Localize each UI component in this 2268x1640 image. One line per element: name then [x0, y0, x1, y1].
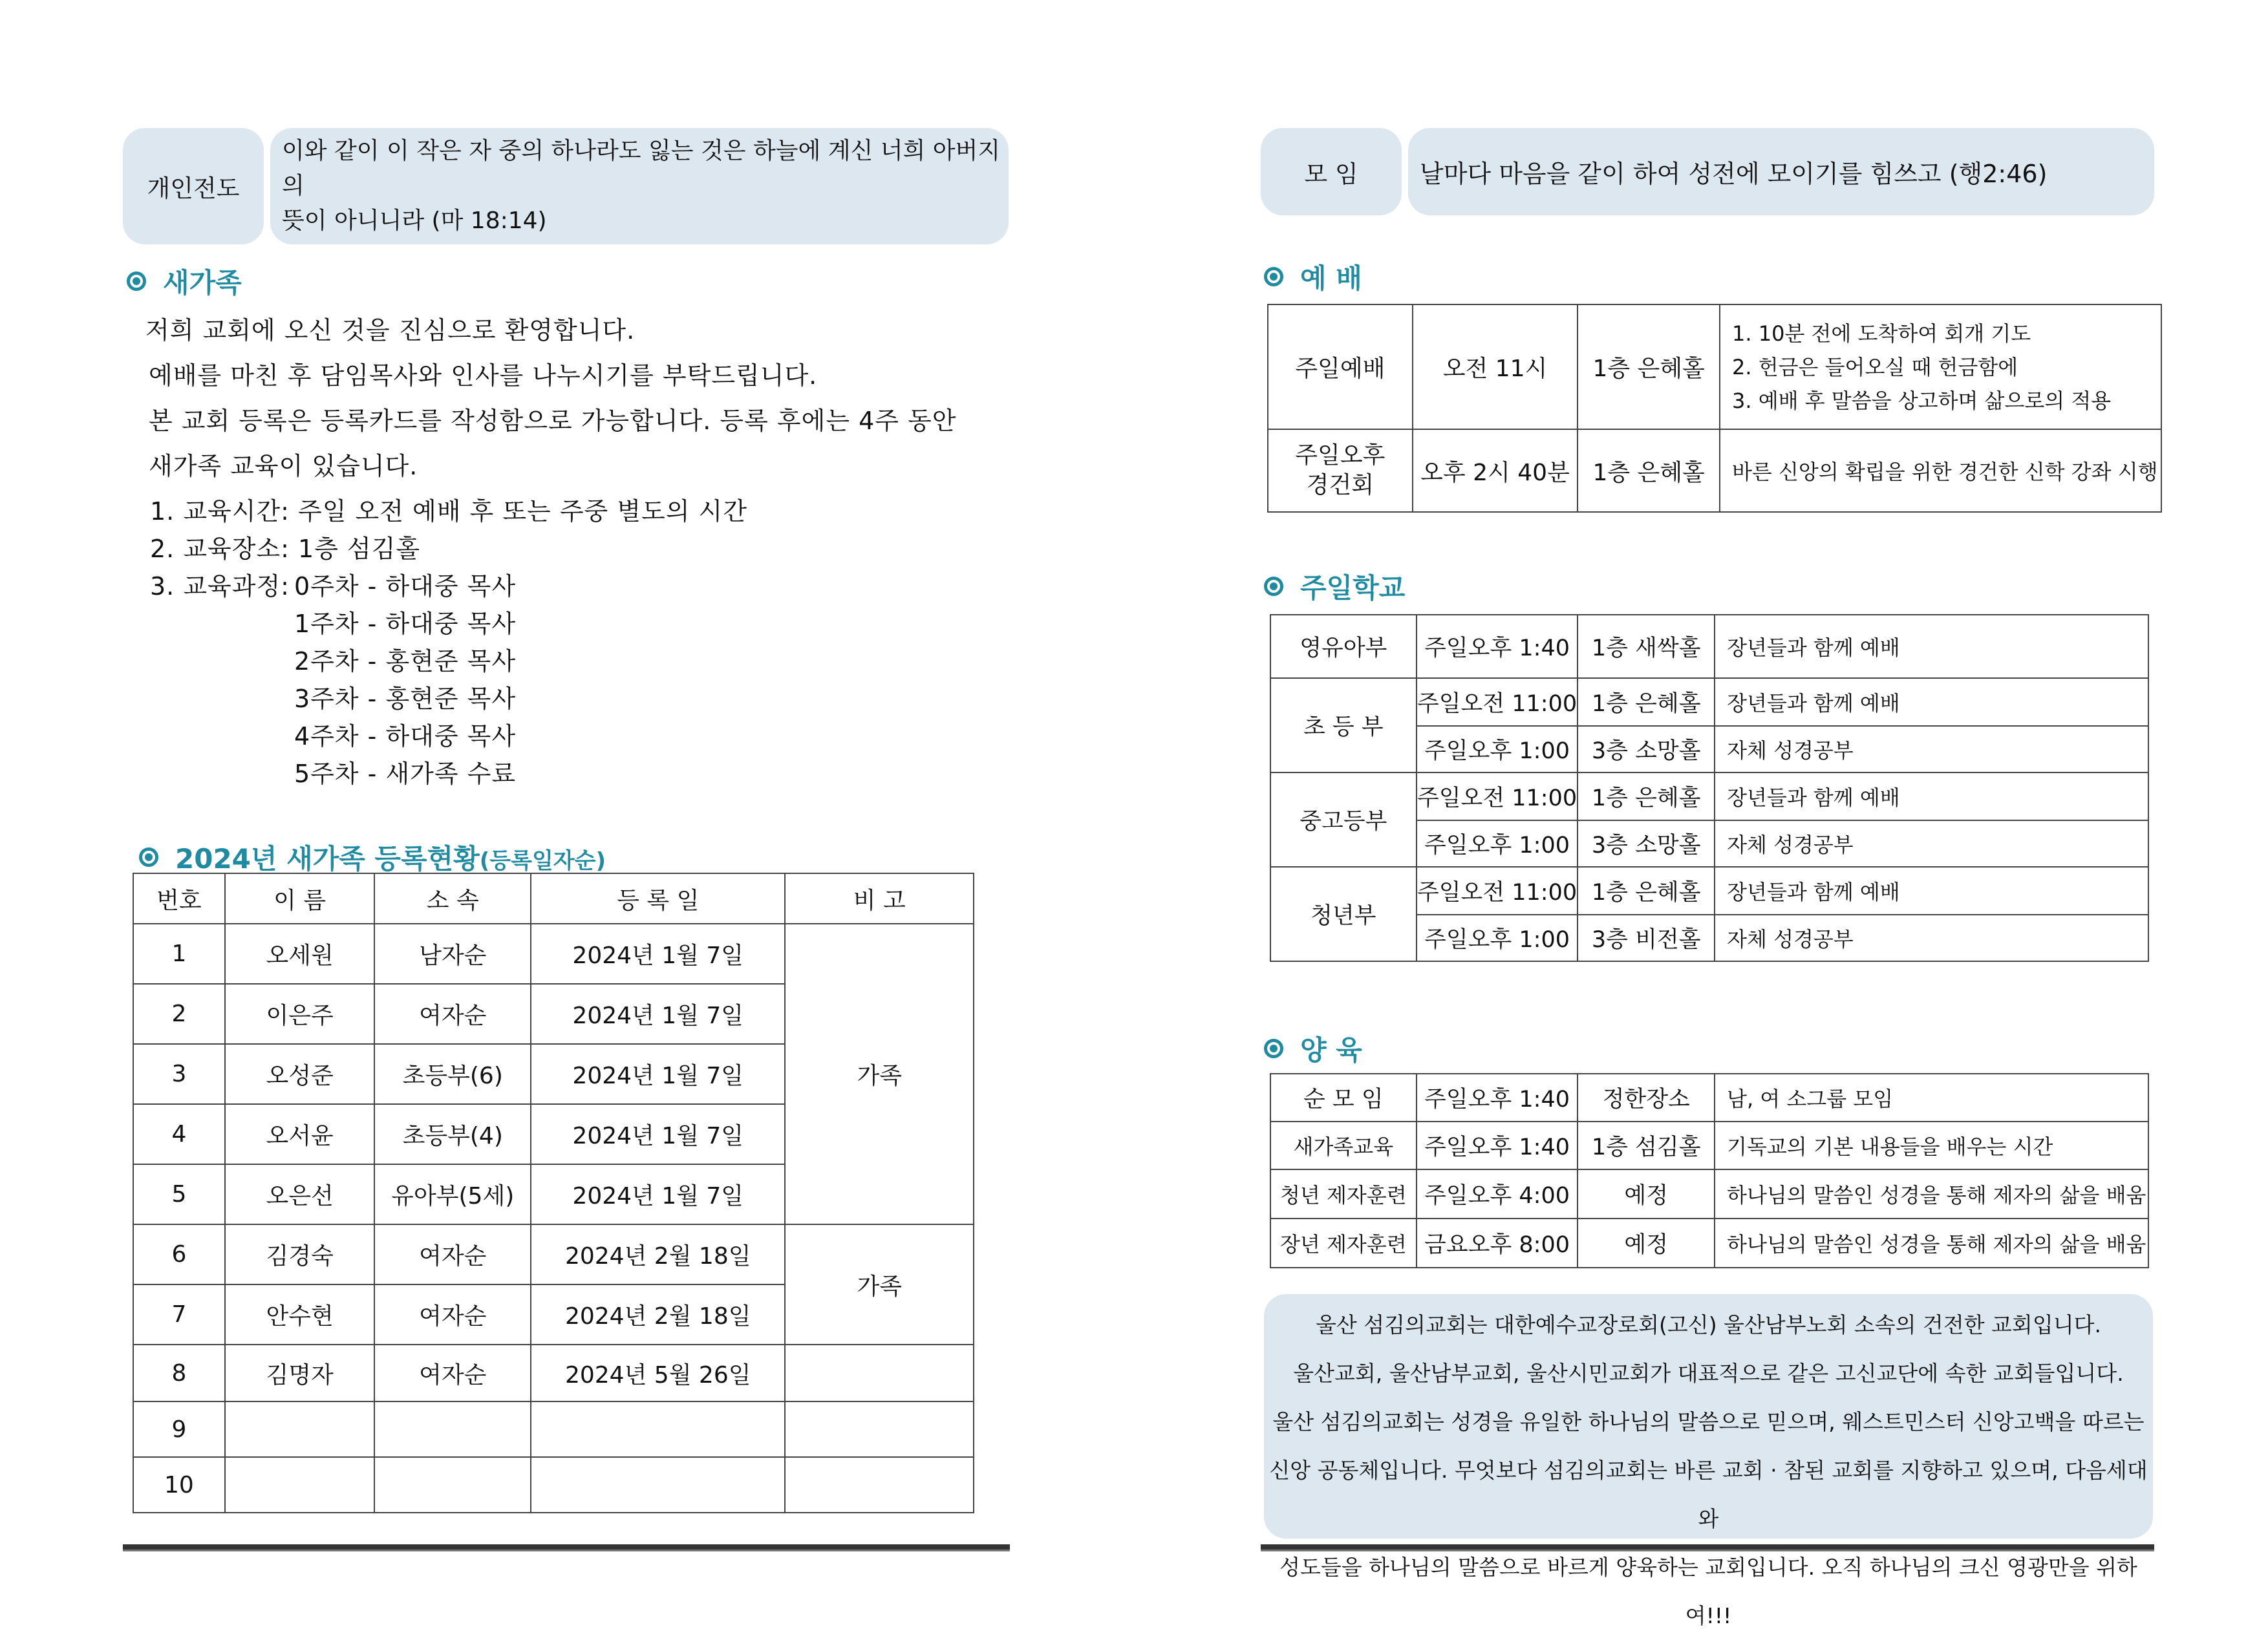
col-header-date: 등 록 일 — [531, 873, 785, 924]
school-note: 자체 성경공부 — [1715, 726, 2148, 772]
row-note — [785, 1457, 974, 1513]
worship-notes — [1720, 304, 2161, 429]
school-dept: 청년부 — [1270, 867, 1417, 961]
nurture-place: 1층 섬김홀 — [1578, 1122, 1715, 1169]
registration-section-title — [139, 838, 606, 877]
row-group: 초등부(6) — [374, 1044, 531, 1104]
nurture-note: 기독교의 기본 내용들을 배우는 시간 — [1715, 1122, 2148, 1169]
row-note-family: 가족 — [785, 924, 974, 1224]
school-time: 주일오전 11:00 — [1417, 772, 1578, 820]
table-row — [133, 1457, 974, 1513]
course-1: 1주차 - 하대중 목사 — [294, 610, 517, 638]
worship-time: 오후 2시 40분 — [1413, 429, 1578, 512]
course-5: 5주차 - 새가족 수료 — [294, 760, 517, 788]
nurture-name: 청년 제자훈련 — [1270, 1169, 1417, 1219]
nurture-time: 주일오후 1:40 — [1417, 1074, 1578, 1122]
church-notice-box — [1264, 1294, 2153, 1628]
registration-table — [133, 873, 974, 1513]
school-time: 주일오후 1:40 — [1417, 615, 1578, 678]
nurture-time: 주일오후 1:40 — [1417, 1122, 1578, 1169]
section-bullet-icon — [1264, 577, 1283, 596]
row-group: 여자순 — [374, 984, 531, 1044]
table-row — [1268, 429, 2161, 512]
worship-name-line-2: 경건회 — [1306, 472, 1374, 498]
table-row — [1270, 1169, 2148, 1219]
row-no: 7 — [133, 1284, 225, 1345]
registration-title-text: 2024년 새가족 등록현황 — [175, 843, 480, 875]
school-place: 1층 은혜홀 — [1578, 867, 1715, 915]
nurture-time: 주일오후 4:00 — [1417, 1169, 1578, 1219]
row-group — [374, 1401, 531, 1457]
row-name: 김명자 — [225, 1345, 375, 1401]
row-no: 9 — [133, 1401, 225, 1457]
newcomer-title-text: 새가족 — [163, 267, 242, 299]
row-date — [531, 1457, 785, 1513]
row-note — [785, 1345, 974, 1401]
school-time: 주일오전 11:00 — [1417, 867, 1578, 915]
section-bullet-icon — [139, 847, 158, 867]
row-name: 오세원 — [225, 924, 375, 984]
left-header-label-text: 개인전도 — [147, 175, 240, 202]
school-time: 주일오전 11:00 — [1417, 678, 1578, 726]
right-verse-text: 날마다 마음을 같이 하여 성전에 모이기를 힘쓰고 (행2:46) — [1420, 160, 2048, 188]
newcomer-line-1: 저희 교회에 오신 것을 진심으로 환영합니다. — [145, 316, 636, 345]
right-header-label-text: 모 임 — [1304, 160, 1358, 188]
table-row — [133, 924, 974, 984]
row-name — [225, 1401, 375, 1457]
left-verse-line-1: 이와 같이 이 작은 자 중의 하나라도 잃는 것은 하늘에 계신 너희 아버지의 — [282, 138, 1001, 199]
col-header-name: 이 름 — [225, 873, 375, 924]
newcomer-line-4: 새가족 교육이 있습니다. — [149, 452, 418, 480]
newcomer-line-2: 예배를 마친 후 담임목사와 인사를 나누시기를 부탁드립니다. — [149, 361, 818, 390]
nurture-note: 하나님의 말씀인 성경을 통해 제자의 삶을 배움 — [1715, 1219, 2148, 1268]
worship-name: 주일예배 — [1268, 304, 1413, 429]
school-note: 장년들과 함께 예배 — [1715, 615, 2148, 678]
row-date: 2024년 1월 7일 — [531, 984, 785, 1044]
row-date — [531, 1401, 785, 1457]
edu-place: 2. 교육장소: 1층 섬김홀 — [150, 535, 421, 563]
row-date: 2024년 1월 7일 — [531, 1044, 785, 1104]
left-footer-rule — [123, 1544, 1010, 1551]
school-time: 주일오후 1:00 — [1417, 820, 1578, 867]
left-header-label — [123, 128, 264, 244]
table-row — [1270, 1122, 2148, 1169]
row-name: 이은주 — [225, 984, 375, 1044]
table-row — [1270, 1074, 2148, 1122]
col-header-no: 번호 — [133, 873, 225, 924]
notice-line-5: 성도들을 하나님의 말씀으로 바르게 양육하는 교회입니다. 오직 하나님의 크신 영광만을 위하여!!! — [1279, 1555, 2137, 1628]
row-group: 여자순 — [374, 1284, 531, 1345]
school-note: 장년들과 함께 예배 — [1715, 867, 2148, 915]
newcomer-section-title — [127, 262, 242, 301]
notice-line-2: 울산교회, 울산남부교회, 울산시민교회가 대표적으로 같은 고신교단에 속한 교회들입니다. — [1293, 1361, 2124, 1386]
nurture-name: 순 모 임 — [1270, 1074, 1417, 1122]
table-row — [1270, 678, 2148, 726]
worship-name-line-1: 주일오후 — [1295, 442, 1385, 469]
school-time: 주일오후 1:00 — [1417, 726, 1578, 772]
nurture-table — [1270, 1073, 2149, 1268]
row-name: 오은선 — [225, 1164, 375, 1224]
worship-note-2: 2. 헌금은 들어오실 때 헌금함에 — [1732, 354, 2018, 379]
worship-place: 1층 은혜홀 — [1578, 429, 1720, 512]
row-date: 2024년 2월 18일 — [531, 1284, 785, 1345]
row-no: 5 — [133, 1164, 225, 1224]
worship-name — [1268, 429, 1413, 512]
worship-section-title — [1264, 257, 1362, 296]
row-group: 유아부(5세) — [374, 1164, 531, 1224]
course-0: 0주차 - 하대중 목사 — [294, 572, 517, 601]
row-group: 여자순 — [374, 1345, 531, 1401]
table-row — [133, 1345, 974, 1401]
table-row — [1268, 304, 2161, 429]
nurture-place: 정한장소 — [1578, 1074, 1715, 1122]
nurture-name: 장년 제자훈련 — [1270, 1219, 1417, 1268]
sunday-school-section-title — [1264, 567, 1405, 606]
row-group — [374, 1457, 531, 1513]
row-no: 1 — [133, 924, 225, 984]
nurture-section-title — [1264, 1029, 1362, 1068]
worship-time: 오전 11시 — [1413, 304, 1578, 429]
school-note: 장년들과 함께 예배 — [1715, 772, 2148, 820]
course-2: 2주차 - 홍현준 목사 — [294, 647, 517, 676]
worship-title-text: 예 배 — [1300, 262, 1362, 294]
sunday-school-title-text: 주일학교 — [1300, 572, 1406, 604]
row-date: 2024년 2월 18일 — [531, 1224, 785, 1284]
row-name: 오성준 — [225, 1044, 375, 1104]
notice-line-3: 울산 섬김의교회는 성경을 유일한 하나님의 말씀으로 믿으며, 웨스트민스터 신앙고백을 따르는 — [1272, 1409, 2145, 1434]
table-row — [133, 1401, 974, 1457]
section-bullet-icon — [127, 272, 146, 291]
row-date: 2024년 1월 7일 — [531, 1104, 785, 1164]
row-no: 4 — [133, 1104, 225, 1164]
row-no: 3 — [133, 1044, 225, 1104]
school-note: 자체 성경공부 — [1715, 820, 2148, 867]
worship-place: 1층 은혜홀 — [1578, 304, 1720, 429]
worship-note-3: 3. 예배 후 말씀을 상고하며 삶으로의 적용 — [1732, 388, 2112, 413]
row-note-family: 가족 — [785, 1224, 974, 1345]
row-date: 2024년 5월 26일 — [531, 1345, 785, 1401]
school-dept: 초 등 부 — [1270, 678, 1417, 772]
table-row — [1270, 615, 2148, 678]
section-bullet-icon — [1264, 267, 1283, 286]
row-name: 안수현 — [225, 1284, 375, 1345]
table-row — [1270, 772, 2148, 820]
edu-time: 1. 교육시간: 주일 오전 예배 후 또는 주중 별도의 시간 — [150, 497, 747, 526]
worship-note: 바른 신앙의 확립을 위한 경건한 신학 강좌 시행 — [1720, 429, 2161, 512]
row-date: 2024년 1월 7일 — [531, 924, 785, 984]
right-header-verse — [1408, 128, 2154, 215]
row-name: 김경숙 — [225, 1224, 375, 1284]
row-group: 초등부(4) — [374, 1104, 531, 1164]
edu-course-label: 3. 교육과정: — [150, 572, 290, 601]
notice-line-4: 신앙 공동체입니다. 무엇보다 섬김의교회는 바른 교회 · 참된 교회를 지향하고 있으며, 다음세대와 — [1269, 1458, 2148, 1531]
sunday-school-table — [1270, 614, 2149, 962]
table-row — [133, 1224, 974, 1284]
school-place: 1층 은혜홀 — [1578, 678, 1715, 726]
row-date: 2024년 1월 7일 — [531, 1164, 785, 1224]
school-place: 1층 새싹홀 — [1578, 615, 1715, 678]
left-verse-line-2: 뜻이 아니니라 (마 18:14) — [282, 208, 547, 234]
newcomer-line-3: 본 교회 등록은 등록카드를 작성함으로 가능합니다. 등록 후에는 4주 동안 — [149, 407, 957, 435]
table-row — [1270, 867, 2148, 915]
nurture-place: 예정 — [1578, 1219, 1715, 1268]
school-time: 주일오후 1:00 — [1417, 915, 1578, 961]
school-dept: 중고등부 — [1270, 772, 1417, 867]
col-header-group: 소 속 — [374, 873, 531, 924]
right-footer-rule — [1261, 1544, 2154, 1551]
school-note: 자체 성경공부 — [1715, 915, 2148, 961]
registration-header-row — [133, 873, 974, 924]
nurture-note: 남, 여 소그룹 모임 — [1715, 1074, 2148, 1122]
nurture-name: 새가족교육 — [1270, 1122, 1417, 1169]
worship-note-1: 1. 10분 전에 도착하여 회개 기도 — [1732, 321, 2031, 346]
row-no: 10 — [133, 1457, 225, 1513]
nurture-place: 예정 — [1578, 1169, 1715, 1219]
school-note: 장년들과 함께 예배 — [1715, 678, 2148, 726]
school-place: 3층 소망홀 — [1578, 726, 1715, 772]
school-dept: 영유아부 — [1270, 615, 1417, 678]
course-3: 3주차 - 홍현준 목사 — [294, 685, 517, 713]
section-bullet-icon — [1264, 1039, 1283, 1058]
row-no: 2 — [133, 984, 225, 1044]
nurture-title-text: 양 육 — [1300, 1034, 1362, 1066]
row-name — [225, 1457, 375, 1513]
worship-table — [1267, 304, 2162, 513]
table-row — [1270, 1219, 2148, 1268]
right-header-label — [1261, 128, 1402, 215]
row-no: 6 — [133, 1224, 225, 1284]
notice-line-1: 울산 섬김의교회는 대한예수교장로회(고신) 울산남부노회 소속의 건전한 교회입니다. — [1316, 1312, 2101, 1337]
row-group: 남자순 — [374, 924, 531, 984]
course-4: 4주차 - 하대중 목사 — [294, 722, 517, 751]
registration-subtitle: (등록일자순) — [479, 848, 606, 874]
school-place: 3층 비전홀 — [1578, 915, 1715, 961]
school-place: 1층 은혜홀 — [1578, 772, 1715, 820]
nurture-time: 금요오후 8:00 — [1417, 1219, 1578, 1268]
left-header-verse — [270, 128, 1009, 244]
row-no: 8 — [133, 1345, 225, 1401]
row-name: 오서윤 — [225, 1104, 375, 1164]
school-place: 3층 소망홀 — [1578, 820, 1715, 867]
col-header-note: 비 고 — [785, 873, 974, 924]
nurture-note: 하나님의 말씀인 성경을 통해 제자의 삶을 배움 — [1715, 1169, 2148, 1219]
row-note — [785, 1401, 974, 1457]
row-group: 여자순 — [374, 1224, 531, 1284]
